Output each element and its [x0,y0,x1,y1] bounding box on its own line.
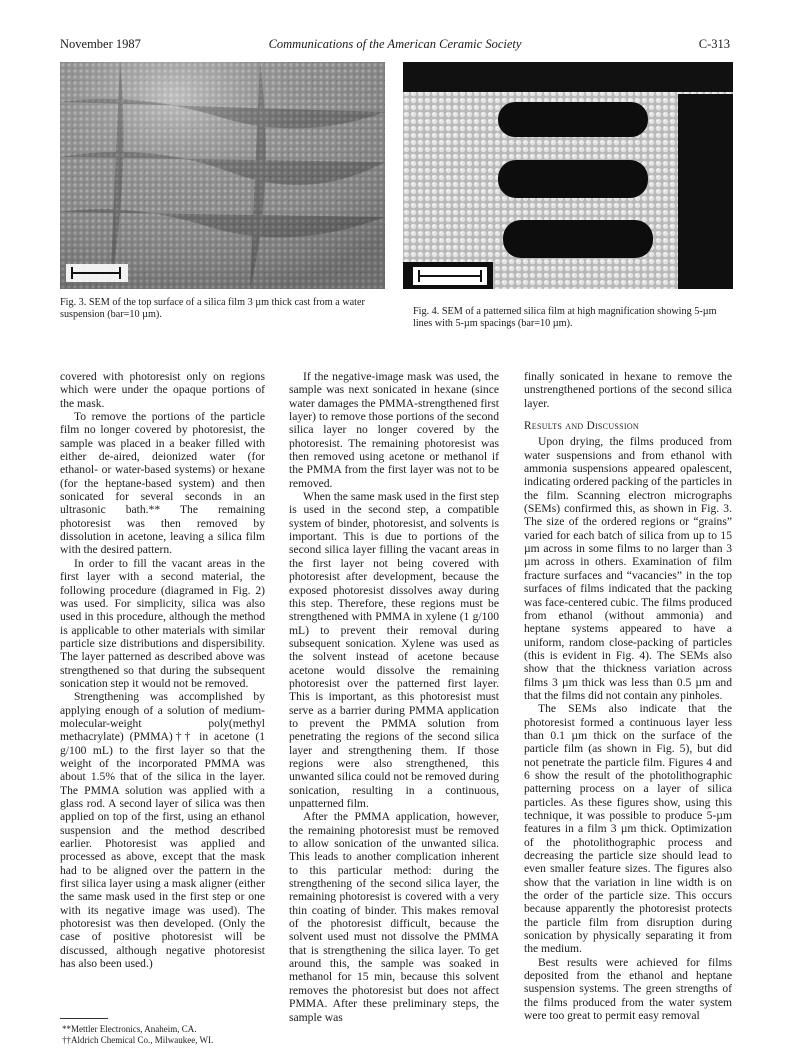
sem-texture-fig3 [60,62,385,289]
paragraph: If the negative-image mask was used, the sample was next sonicated in hexane (since water damages the PMMA-strengthened first layer) to remove those portions of the second silica layer no longer covered by the photoresist. The remaining photoresist was then removed using acetone or methanol if the PMMA from the first layer was not to be removed. [289,370,499,490]
paragraph: Best results were achieved for films deposited from the ethanol and heptane suspension systems. The green strengths of the films produced from the water system were too great to permit easy removal [524,955,732,1023]
footnotes [62,1024,213,1045]
text-column-2 [289,370,499,1024]
footnote: ††Aldrich Chemical Co., Milwaukee, WI. [62,1034,214,1045]
footnote: **Mettler Electronics, Anaheim, CA. [62,1024,197,1034]
text-column-3 [524,370,732,1023]
journal-title: Communications of the American Ceramic Society [268,37,522,51]
section-heading: Results and Discussion [524,420,640,433]
figure-3-sem-image [60,62,385,289]
paragraph: When the same mask used in the first step is used in the second step, a compatible system of binder, photoresist, and solvents is important. This is due to portions of the second silica layer filling the vacant areas in the first layer not being covered with photoresist after development, because the exposed photoresist dissolves away during this step. Therefore, these regions must be strengthened with PMMA in xylene (1 g/100 mL) to prevent their removal during subsequent sonication. Xylene was used as the solvent instead of acetone because acetone would dissolve the remaining photoresist over the patterned first layer. This is important, as this photoresist must serve as a barrier during PMMA application to prevent the PMMA solution from penetrating the regions of the second silica layer and strengthening them. If those regions were also strengthened, this unwanted silica could not be removed during sonication, resulting in a continuous, unpatterned film. [289,490,499,810]
footnote-rule [60,1018,108,1019]
paragraph: Upon drying, the films produced from water suspensions and from ethanol with ammonia suspensions appeared opalescent, indicating ordered packing of the particles in the film. Scanning electron micrographs (SEMs) confirmed this, as shown in Fig. 3. The size of the ordered regions or “grains” varied for each batch of silica from up to 15 µm across in some films to no larger than 3 µm across in others. Examination of film fracture surfaces and “vacancies” in the top surfaces of films indicated that the packing was face-centered cubic. The films produced from ethanol (without ammonia) and heptane systems appeared to have a uniform, random close-packing of particles (this is evident in Fig. 4). The SEMs also show that the thickness variation across films 3 µm thick was less than 0.5 µm and that the films did not contain any pinholes. [524,435,732,702]
paragraph: To remove the portions of the particle film no longer covered by photoresist, the sample was placed in a beaker filled with either de-aired, deionized water (for ethanol- or water-based systems) or hexane (for the heptane-based system) and then sonicated for several seconds in an ultrasonic bath.** The remaining photoresist was then removed by dissolution in acetone, leaving a silica film with the desired pattern. [60,410,265,557]
paragraph: In order to fill the vacant areas in the first layer with a second material, the following procedure (diagramed in Fig. 2) was used. For simplicity, silica was also used in this procedure, although the method is applicable to other materials with similar particle size distributions and dispersibility. The layer patterned as described above was strengthened so that during the subsequent sonication step it would not be removed. [60,556,265,690]
figure-4-caption: Fig. 4. SEM of a patterned silica film at high magnification showing 5-µm lines with 5-µm spacings (bar=10 µm). [413,306,717,329]
paragraph: After the PMMA application, however, the remaining photoresist must be removed to allow sonication of the unwanted silica. This leads to another complication inherent to this particular method: during the strengthening of the second silica layer, the remaining photoresist is covered with a very thin coating of binder. This makes removal of the photoresist difficult, because the solvent used must not dissolve the PMMA that is strengthening the silica layer. To get around this, the sample was soaked in methanol for 15 min, because this solvent removes the photoresist but does not affect PMMA. After these preliminary steps, the sample was [289,810,499,1024]
paragraph: finally sonicated in hexane to remove the unstrengthened portions of the second silica layer. [524,370,732,410]
page-number: C-313 [698,37,730,51]
sem-pattern-fig4 [403,62,733,289]
paragraph: Strengthening was accomplished by applying enough of a solution of medium-molecular-weight poly(methyl methacrylate) (PMMA)†† in acetone (1 g/100 mL) to the first layer so that the weight of the incorporated PMMA was about 1.5% that of the silica in the layer. The PMMA solution was applied with a glass rod. A second layer of silica was then applied on top of the first, using an ethanol suspension and the method described earlier. Photoresist was applied and processed as above, except that the mask had to be aligned over the pattern in the first silica layer using a mask aligner (either the same mask used in the first step or one with its negative image was used). The photoresist was then developed. (Only the case of positive photoresist will be discussed, although negative photoresist has also been used.) [60,690,265,971]
paragraph: covered with photoresist only on regions which were under the opaque portions of the mask. [60,370,265,410]
issue-date: November 1987 [60,37,141,51]
text-column-1 [60,370,265,970]
paragraph: The SEMs also indicate that the photoresist formed a continuous layer less than 0.1 µm thick on the surface of the particle film (as shown in Fig. 5), but did not penetrate the particle film. Figures 4 and 6 show the result of the photolithographic patterning process on a layer of silica particles. As these figures show, using this technique, it was possible to produce 5-µm features in a film 3 µm thick. Optimization of the photolithographic process and decreasing the particle size should lead to even smaller feature sizes. The figures also show that the variation in line width is on the order of the particle size. This occurs because apparently the photoresist protects the particle film from disruption during sonication by physically separating it from the medium. [524,702,732,956]
running-header [60,37,730,55]
figure-4-sem-image [403,62,733,289]
figure-3-caption: Fig. 3. SEM of the top surface of a silica film 3 µm thick cast from a water suspension (bar=10 µm). [60,297,365,320]
